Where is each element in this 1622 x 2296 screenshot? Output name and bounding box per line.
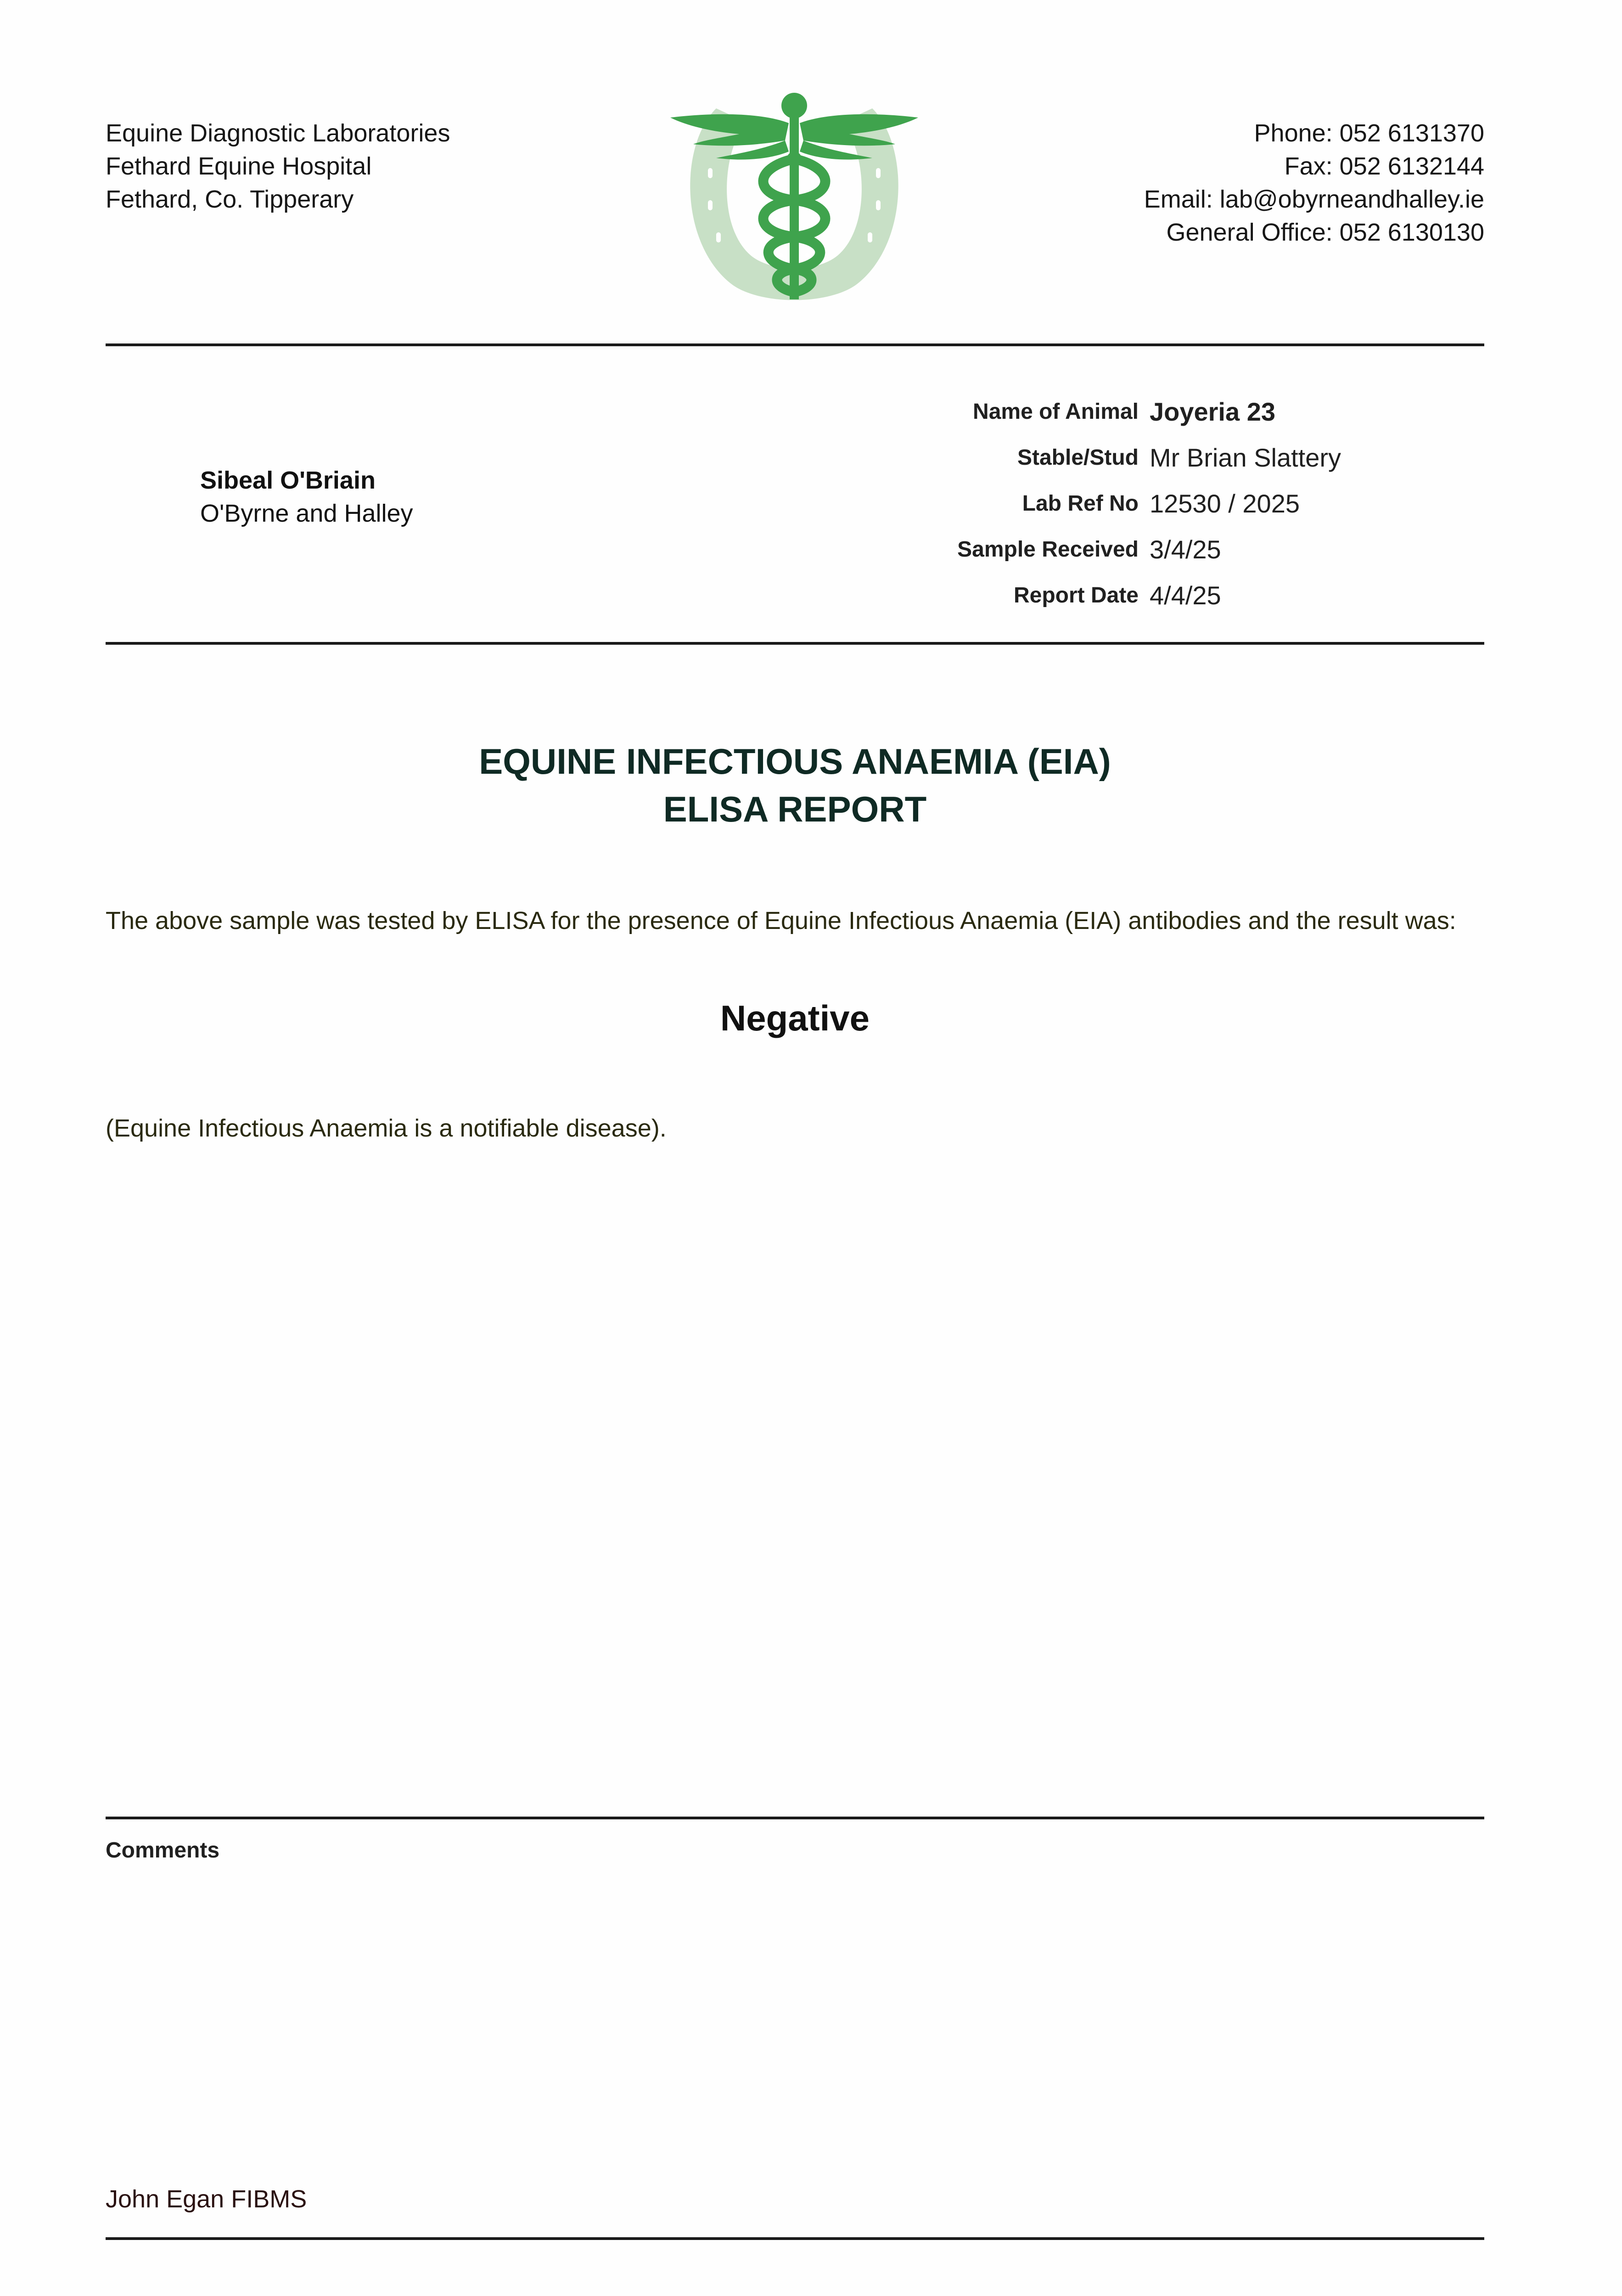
- details-label: Lab Ref No: [1022, 491, 1139, 516]
- report-date-value: 4/4/25: [1150, 580, 1221, 610]
- details-row: [845, 526, 1341, 572]
- comments-divider: [106, 1817, 1484, 1819]
- fax-number: Fax: 052 6132144: [1284, 152, 1484, 180]
- recipient-name: Sibeal O'Briain: [200, 467, 376, 494]
- signature: John Egan FIBMS: [106, 2185, 307, 2213]
- lab-name: Equine Diagnostic Laboratories: [106, 119, 450, 147]
- general-office-number: General Office: 052 6130130: [1166, 219, 1484, 246]
- report-title-line1: EQUINE INFECTIOUS ANAEMIA (EIA): [479, 741, 1111, 782]
- details-label: Stable/Stud: [1017, 445, 1139, 470]
- test-result: Negative: [720, 998, 870, 1038]
- report-title-line2: ELISA REPORT: [663, 789, 927, 829]
- animal-name-value: Joyeria 23: [1150, 397, 1275, 426]
- footer-divider: [106, 2237, 1484, 2240]
- hospital-name: Fethard Equine Hospital: [106, 152, 372, 180]
- report-intro: The above sample was tested by ELISA for the presence of Equine Infectious Anaemia (EIA) antibodies and the result was:: [106, 907, 1456, 934]
- header-divider: [106, 343, 1484, 346]
- details-row: [845, 388, 1341, 434]
- animal-details-table: [845, 388, 1341, 618]
- lab-ref-value: 12530 / 2025: [1150, 489, 1300, 518]
- lab-address-block: [106, 117, 450, 216]
- details-row: [845, 434, 1341, 480]
- recipient-block: [200, 464, 413, 530]
- details-label: Report Date: [1013, 583, 1139, 608]
- lab-location: Fethard, Co. Tipperary: [106, 186, 354, 213]
- email-address: Email: lab@obyrneandhalley.ie: [1144, 186, 1484, 213]
- details-row: [845, 572, 1341, 618]
- report-title: [106, 737, 1484, 833]
- notifiable-note: (Equine Infectious Anaemia is a notifiable disease).: [106, 1114, 667, 1142]
- details-row: [845, 480, 1341, 526]
- details-label: Sample Received: [957, 537, 1139, 562]
- stable-value: Mr Brian Slattery: [1150, 443, 1341, 472]
- details-divider: [106, 642, 1484, 645]
- caduceus-horseshoe-icon: [661, 90, 927, 310]
- details-label: Name of Animal: [973, 399, 1139, 424]
- contact-block: [1144, 117, 1484, 249]
- recipient-practice: O'Byrne and Halley: [200, 500, 413, 527]
- comments-label: Comments: [106, 1838, 220, 1863]
- sample-received-value: 3/4/25: [1150, 535, 1221, 564]
- phone-number: Phone: 052 6131370: [1254, 119, 1484, 147]
